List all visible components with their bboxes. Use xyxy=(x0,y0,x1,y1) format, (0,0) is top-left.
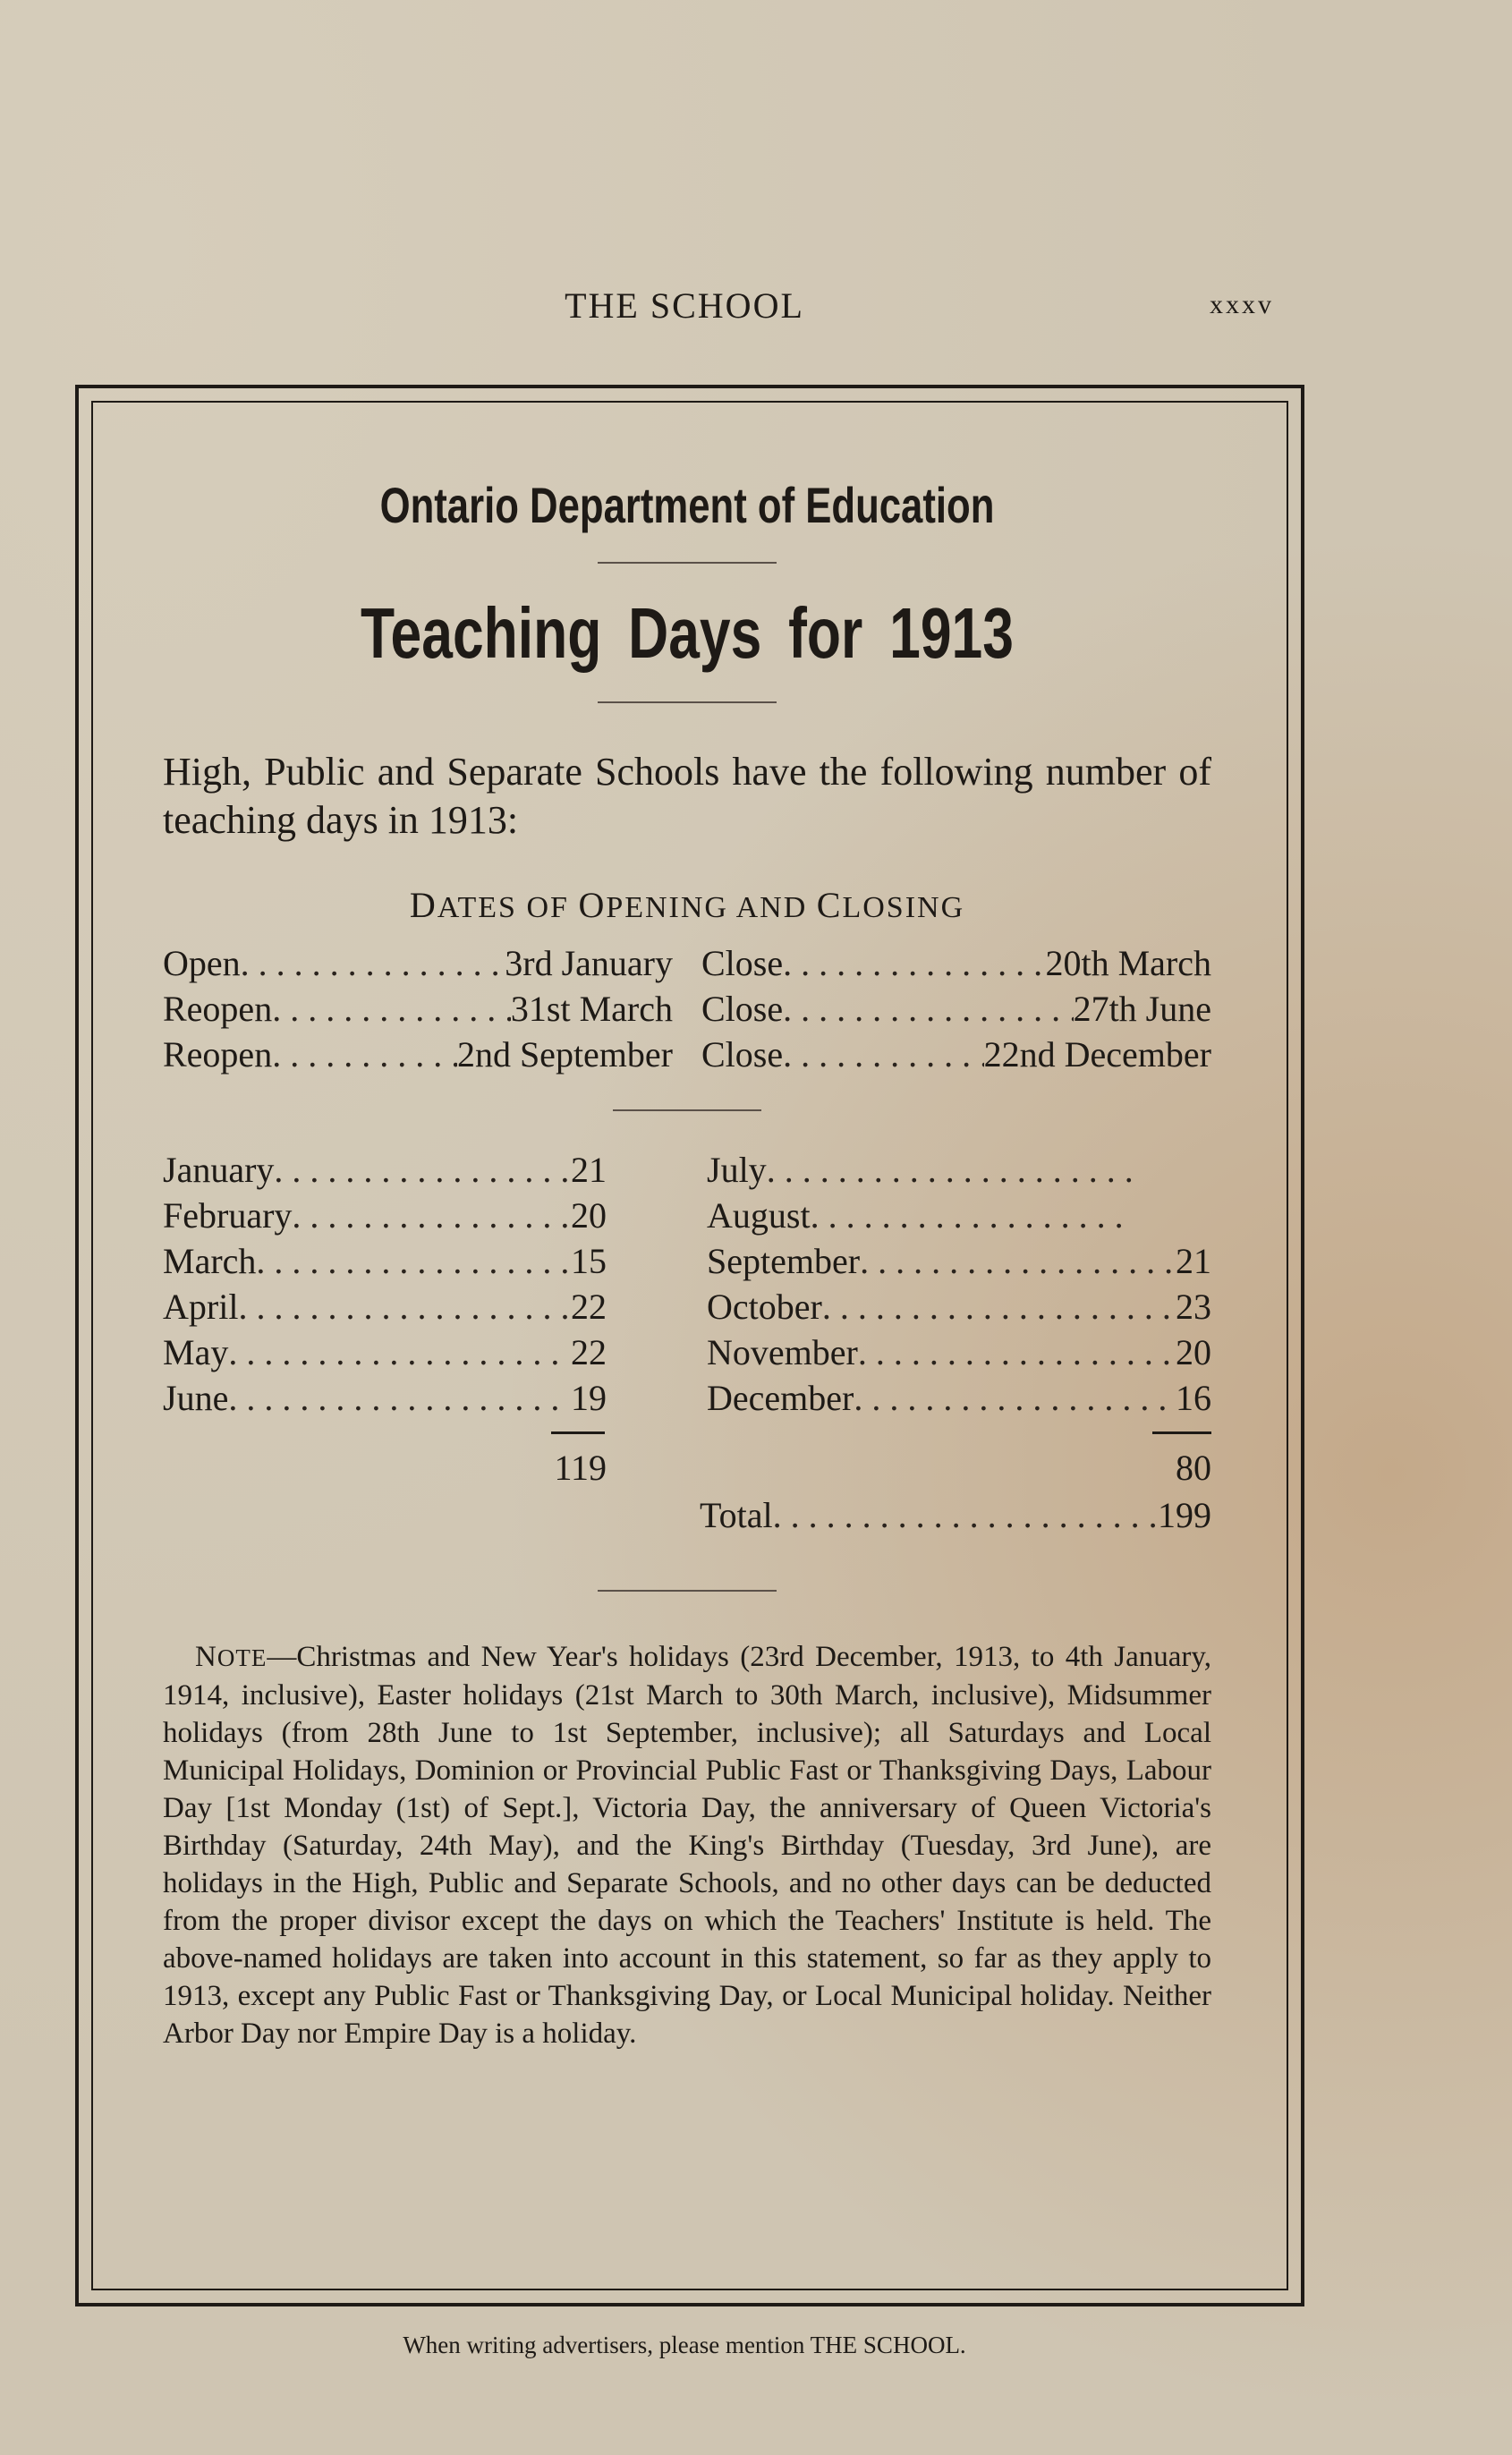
leader-dots xyxy=(783,986,1073,1032)
leader-dots xyxy=(811,1193,1133,1238)
month-name: December xyxy=(707,1378,854,1418)
date-row xyxy=(163,1032,673,1077)
date-label: Reopen xyxy=(163,989,273,1029)
month-name: August xyxy=(707,1195,811,1236)
dates-heading-initial: C xyxy=(816,885,843,925)
department-heading: Ontario Department of Education xyxy=(379,477,995,533)
dates-table xyxy=(163,940,1211,1077)
date-value: 31st March xyxy=(510,989,673,1029)
closing-dates xyxy=(701,940,1211,1077)
dates-heading-text: LOSING xyxy=(842,891,965,924)
divider xyxy=(598,701,777,703)
month-name: March xyxy=(163,1241,257,1281)
date-row xyxy=(163,940,673,986)
total-label: Total xyxy=(700,1495,773,1535)
leader-dots xyxy=(272,1032,457,1077)
month-name: June xyxy=(163,1378,229,1418)
leader-dots xyxy=(783,940,1045,986)
date-value: 2nd September xyxy=(456,1034,673,1075)
date-row xyxy=(701,986,1211,1032)
leader-dots xyxy=(860,1238,1176,1284)
leader-dots xyxy=(822,1284,1176,1329)
date-label: Reopen xyxy=(163,1034,273,1075)
sum-rule xyxy=(1152,1431,1211,1434)
leader-dots xyxy=(274,1147,571,1193)
month-days: 21 xyxy=(571,1150,607,1190)
month-name: September xyxy=(707,1241,861,1281)
date-value: 27th June xyxy=(1073,989,1211,1029)
date-label: Open xyxy=(163,943,241,983)
month-row xyxy=(163,1238,607,1284)
note-paragraph xyxy=(163,1638,1211,2052)
month-days: 15 xyxy=(571,1241,607,1281)
month-name: January xyxy=(163,1150,275,1190)
leader-dots xyxy=(228,1329,571,1375)
month-row xyxy=(163,1147,607,1193)
dates-heading xyxy=(163,884,1211,926)
leader-dots xyxy=(767,1147,1134,1193)
leader-dots xyxy=(773,1494,1158,1536)
month-days: 20 xyxy=(1176,1332,1211,1372)
note-text: —Christmas and New Year's holidays (23rd December, 1913, to 4th January, 1914, inclusive), Easter holidays (21st March to 30th March, inclusive), Midsummer holidays (from 28th June to 1st September, inclusive); all Saturdays and Local Municipal Holidays, Dominion or Provincial Public Fast or Thanksgiving Days, Labour Day [1st Monday (1st) of Sept.], Victoria Day, the anniversary of Queen Victoria's Birthday (Saturday, 24th May), and the King's Birthday (Tuesday, 3rd June), are holidays in the High, Public and Separate Schools, and no other days can be deducted from the proper divisor except the days on which the Teachers' Institute is held. The above-named holidays are taken into account in this statement, so far as they apply to 1913, except any Public Fast or Thanksgiving Day, or Local Municipal holiday. Neither Arbor Day nor Empire Day is a holiday. xyxy=(163,1641,1211,2050)
month-name: October xyxy=(707,1287,822,1327)
first-half-subtotal: 119 xyxy=(554,1448,607,1488)
leader-dots xyxy=(241,940,505,986)
month-row xyxy=(707,1375,1211,1421)
dates-heading-initial: O xyxy=(578,885,607,925)
dates-heading-text: PENING AND xyxy=(606,891,817,924)
opening-dates xyxy=(163,940,673,1077)
divider xyxy=(598,562,777,564)
month-row xyxy=(707,1147,1211,1193)
month-row xyxy=(707,1238,1211,1284)
total-line xyxy=(700,1494,1211,1536)
journal-title: THE SCHOOL xyxy=(565,285,804,326)
leader-dots xyxy=(854,1375,1176,1421)
total-value: 199 xyxy=(1158,1495,1211,1535)
month-days: 19 xyxy=(571,1378,607,1418)
leader-dots xyxy=(256,1238,571,1284)
month-days: 22 xyxy=(571,1332,607,1372)
monthly-days-table xyxy=(163,1147,1211,1491)
month-name: November xyxy=(707,1332,858,1372)
date-value: 22nd December xyxy=(983,1034,1211,1075)
dates-heading-text: ATES OF xyxy=(437,891,579,924)
total-row xyxy=(163,1494,1211,1536)
sum-rule xyxy=(551,1431,605,1434)
leader-dots xyxy=(858,1329,1176,1375)
notice-content xyxy=(163,474,1211,2052)
month-days: 23 xyxy=(1176,1287,1211,1327)
month-days: 20 xyxy=(571,1195,607,1236)
page-number: xxxv xyxy=(1210,290,1274,319)
month-row xyxy=(707,1284,1211,1329)
date-row xyxy=(163,986,673,1032)
footer-advertiser-note: When writing advertisers, please mention THE SCHOOL. xyxy=(403,2332,966,2358)
month-name: February xyxy=(163,1195,293,1236)
month-name: April xyxy=(163,1287,239,1327)
divider xyxy=(598,1590,777,1592)
leader-dots xyxy=(783,1032,984,1077)
date-label: Close xyxy=(701,1034,784,1075)
month-name: May xyxy=(163,1332,229,1372)
month-days: 22 xyxy=(571,1287,607,1327)
month-days: 21 xyxy=(1176,1241,1211,1281)
dates-heading-initial: D xyxy=(409,885,437,925)
date-label: Close xyxy=(701,943,784,983)
intro-paragraph: High, Public and Separate Schools have the following number of teaching days in 1913: xyxy=(163,750,1211,842)
leader-dots xyxy=(272,986,511,1032)
leader-dots xyxy=(238,1284,571,1329)
running-head xyxy=(0,285,1512,329)
leader-dots xyxy=(292,1193,571,1238)
note-label-initial: N xyxy=(195,1641,217,1673)
month-row xyxy=(163,1284,607,1329)
date-value: 3rd January xyxy=(505,943,673,983)
second-half-subtotal: 80 xyxy=(1176,1448,1211,1488)
note-label-text: OTE xyxy=(217,1644,268,1671)
month-row xyxy=(163,1375,607,1421)
date-label: Close xyxy=(701,989,784,1029)
month-row xyxy=(707,1329,1211,1375)
note-label xyxy=(195,1641,268,1673)
month-name: July xyxy=(707,1150,767,1190)
month-row xyxy=(163,1329,607,1375)
divider xyxy=(613,1109,761,1111)
month-row xyxy=(163,1193,607,1238)
month-days: 16 xyxy=(1176,1378,1211,1418)
date-row xyxy=(701,1032,1211,1077)
date-row xyxy=(701,940,1211,986)
leader-dots xyxy=(228,1375,571,1421)
month-row xyxy=(707,1193,1211,1238)
date-value: 20th March xyxy=(1045,943,1211,983)
second-half-months xyxy=(707,1147,1211,1491)
notice-title: Teaching Days for 1913 xyxy=(361,593,1014,673)
first-half-months xyxy=(163,1147,607,1491)
